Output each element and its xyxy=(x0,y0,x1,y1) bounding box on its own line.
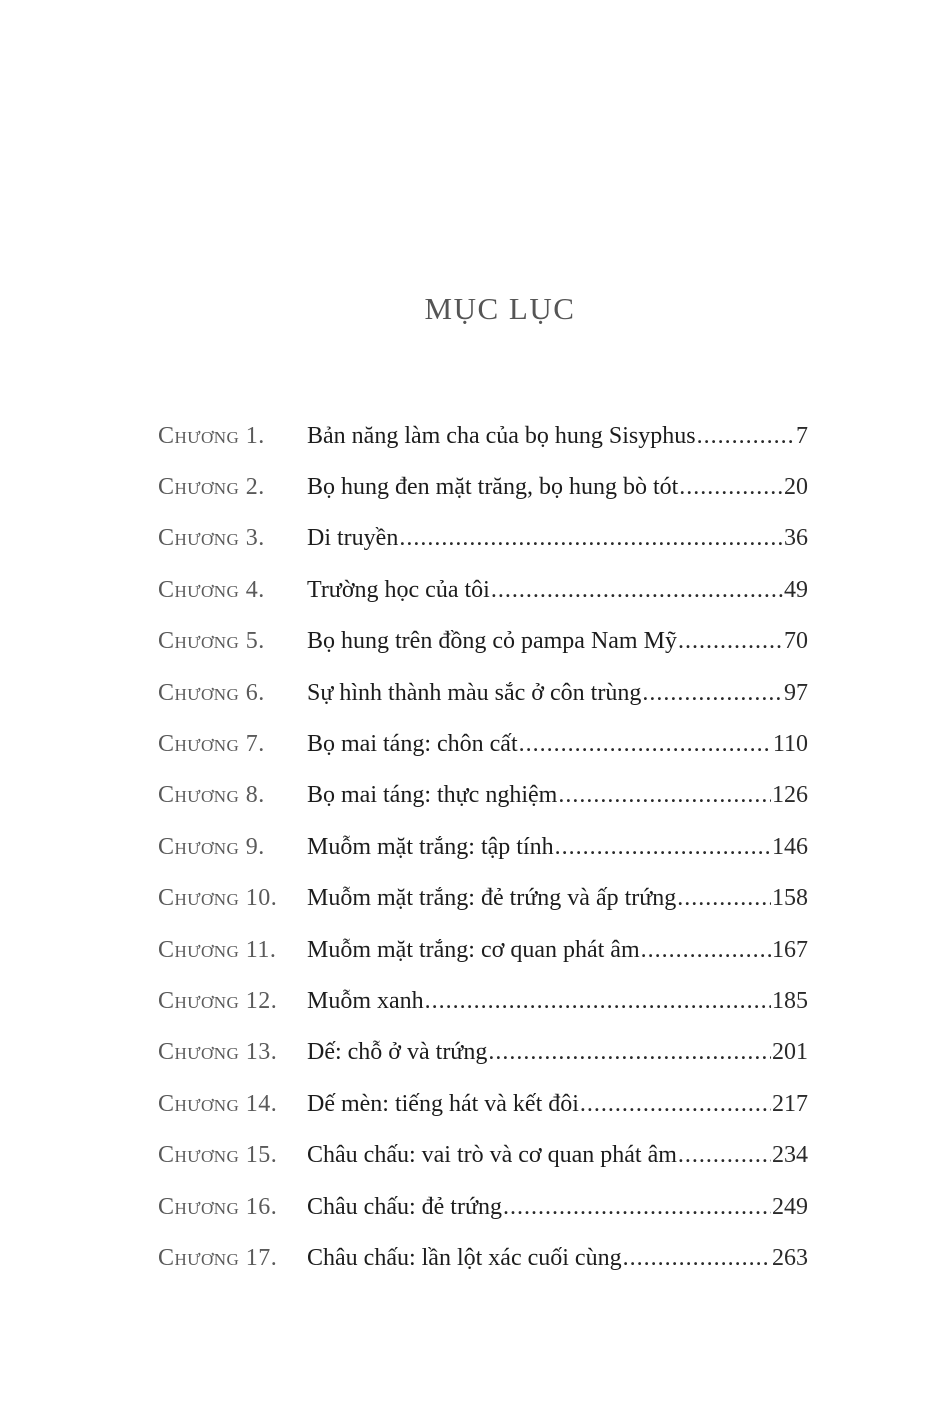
toc-entry xyxy=(307,835,808,859)
chapter-label: Chương 8. xyxy=(158,782,265,809)
chapter-label: Chương 2. xyxy=(158,474,265,501)
toc-entry xyxy=(307,424,808,448)
chapter-label: Chương 3. xyxy=(158,525,265,552)
toc-row[interactable] xyxy=(158,975,808,1026)
chapter-title: Muỗm mặt trắng: cơ quan phát âm xyxy=(307,936,640,963)
dot-leader xyxy=(555,835,771,859)
dot-leader xyxy=(642,681,783,705)
toc-row[interactable] xyxy=(158,1129,808,1180)
toc-entry xyxy=(307,732,808,756)
page-number: 185 xyxy=(772,987,808,1014)
toc-entry xyxy=(307,475,808,499)
dot-leader xyxy=(678,629,783,653)
chapter-title: Châu chấu: lần lột xác cuối cùng xyxy=(307,1244,622,1271)
dot-leader xyxy=(678,1143,771,1167)
dot-leader xyxy=(558,783,771,807)
page-number: 249 xyxy=(772,1193,808,1220)
toc-entry xyxy=(307,1195,808,1219)
dot-leader xyxy=(503,1195,771,1219)
toc-row[interactable] xyxy=(158,1078,808,1129)
dot-leader xyxy=(641,938,771,962)
toc-entry xyxy=(307,783,808,807)
chapter-title: Bọ mai táng: chôn cất xyxy=(307,731,518,758)
chapter-label: Chương 4. xyxy=(158,576,265,603)
toc-entry xyxy=(307,886,808,910)
page-number: 7 xyxy=(796,422,808,449)
chapter-label: Chương 12. xyxy=(158,987,278,1014)
chapter-title: Châu chấu: đẻ trứng xyxy=(307,1193,502,1220)
page-number: 49 xyxy=(784,576,808,603)
toc-row[interactable] xyxy=(158,924,808,975)
chapter-label: Chương 6. xyxy=(158,679,265,706)
toc-entry xyxy=(307,578,808,602)
page-number: 167 xyxy=(772,936,808,963)
dot-leader xyxy=(679,475,783,499)
chapter-title: Bọ hung đen mặt trăng, bọ hung bò tót xyxy=(307,474,679,501)
page-number: 263 xyxy=(772,1244,808,1271)
toc-row[interactable] xyxy=(158,410,808,461)
page-number: 158 xyxy=(772,885,808,912)
chapter-title: Dế: chỗ ở và trứng xyxy=(307,1039,488,1066)
toc-entry xyxy=(307,938,808,962)
dot-leader xyxy=(491,578,783,602)
chapter-title: Bọ hung trên đồng cỏ pampa Nam Mỹ xyxy=(307,628,677,655)
page-number: 36 xyxy=(784,525,808,552)
toc-row[interactable] xyxy=(158,873,808,924)
toc-row[interactable] xyxy=(158,1232,808,1283)
dot-leader xyxy=(488,1040,771,1064)
dot-leader xyxy=(519,732,772,756)
toc-entry xyxy=(307,1040,808,1064)
toc-row[interactable] xyxy=(158,616,808,667)
chapter-label: Chương 11. xyxy=(158,936,277,963)
chapter-title: Dế mèn: tiếng hát và kết đôi xyxy=(307,1090,579,1117)
page-number: 126 xyxy=(772,782,808,809)
toc-entry xyxy=(307,989,808,1013)
page-number: 20 xyxy=(784,474,808,501)
chapter-label: Chương 7. xyxy=(158,731,265,758)
chapter-title: Bản năng làm cha của bọ hung Sisyphus xyxy=(307,422,696,449)
chapter-label: Chương 9. xyxy=(158,833,265,860)
chapter-label: Chương 16. xyxy=(158,1193,278,1220)
toc-row[interactable] xyxy=(158,564,808,615)
dot-leader xyxy=(677,886,771,910)
toc-row[interactable] xyxy=(158,513,808,564)
toc-row[interactable] xyxy=(158,718,808,769)
toc-entry xyxy=(307,526,808,550)
chapter-label: Chương 14. xyxy=(158,1090,278,1117)
toc-entry xyxy=(307,1143,808,1167)
page-number: 97 xyxy=(784,679,808,706)
chapter-label: Chương 5. xyxy=(158,628,265,655)
dot-leader xyxy=(697,424,795,448)
chapter-label: Chương 1. xyxy=(158,422,265,449)
toc-row[interactable] xyxy=(158,1181,808,1232)
page-title: MỤC LỤC xyxy=(424,290,576,326)
toc-row[interactable] xyxy=(158,821,808,872)
toc-entry xyxy=(307,681,808,705)
toc-row[interactable] xyxy=(158,667,808,718)
chapter-title: Muỗm mặt trắng: đẻ trứng và ấp trứng xyxy=(307,885,677,912)
toc-row[interactable] xyxy=(158,461,808,512)
toc-row[interactable] xyxy=(158,1027,808,1078)
chapter-title: Muỗm xanh xyxy=(307,987,424,1014)
chapter-label: Chương 10. xyxy=(158,885,278,912)
chapter-title: Di truyền xyxy=(307,525,399,552)
page-number: 201 xyxy=(772,1039,808,1066)
dot-leader xyxy=(399,526,783,550)
chapter-title: Sự hình thành màu sắc ở côn trùng xyxy=(307,679,642,706)
chapter-label: Chương 13. xyxy=(158,1039,278,1066)
chapter-title: Bọ mai táng: thực nghiệm xyxy=(307,782,558,809)
page-number: 70 xyxy=(784,628,808,655)
toc-entry xyxy=(307,1092,808,1116)
toc-entry xyxy=(307,629,808,653)
chapter-title: Châu chấu: vai trò và cơ quan phát âm xyxy=(307,1142,677,1169)
chapter-label: Chương 17. xyxy=(158,1244,278,1271)
chapter-title: Muỗm mặt trắng: tập tính xyxy=(307,833,554,860)
page-number: 146 xyxy=(772,833,808,860)
table-of-contents xyxy=(158,410,808,1284)
dot-leader xyxy=(580,1092,771,1116)
dot-leader xyxy=(425,989,771,1013)
page-number: 110 xyxy=(772,731,808,758)
toc-row[interactable] xyxy=(158,770,808,821)
toc-entry xyxy=(307,1246,808,1270)
chapter-title: Trường học của tôi xyxy=(307,576,490,603)
page-number: 234 xyxy=(772,1142,808,1169)
chapter-label: Chương 15. xyxy=(158,1142,278,1169)
page-number: 217 xyxy=(772,1090,808,1117)
dot-leader xyxy=(623,1246,771,1270)
